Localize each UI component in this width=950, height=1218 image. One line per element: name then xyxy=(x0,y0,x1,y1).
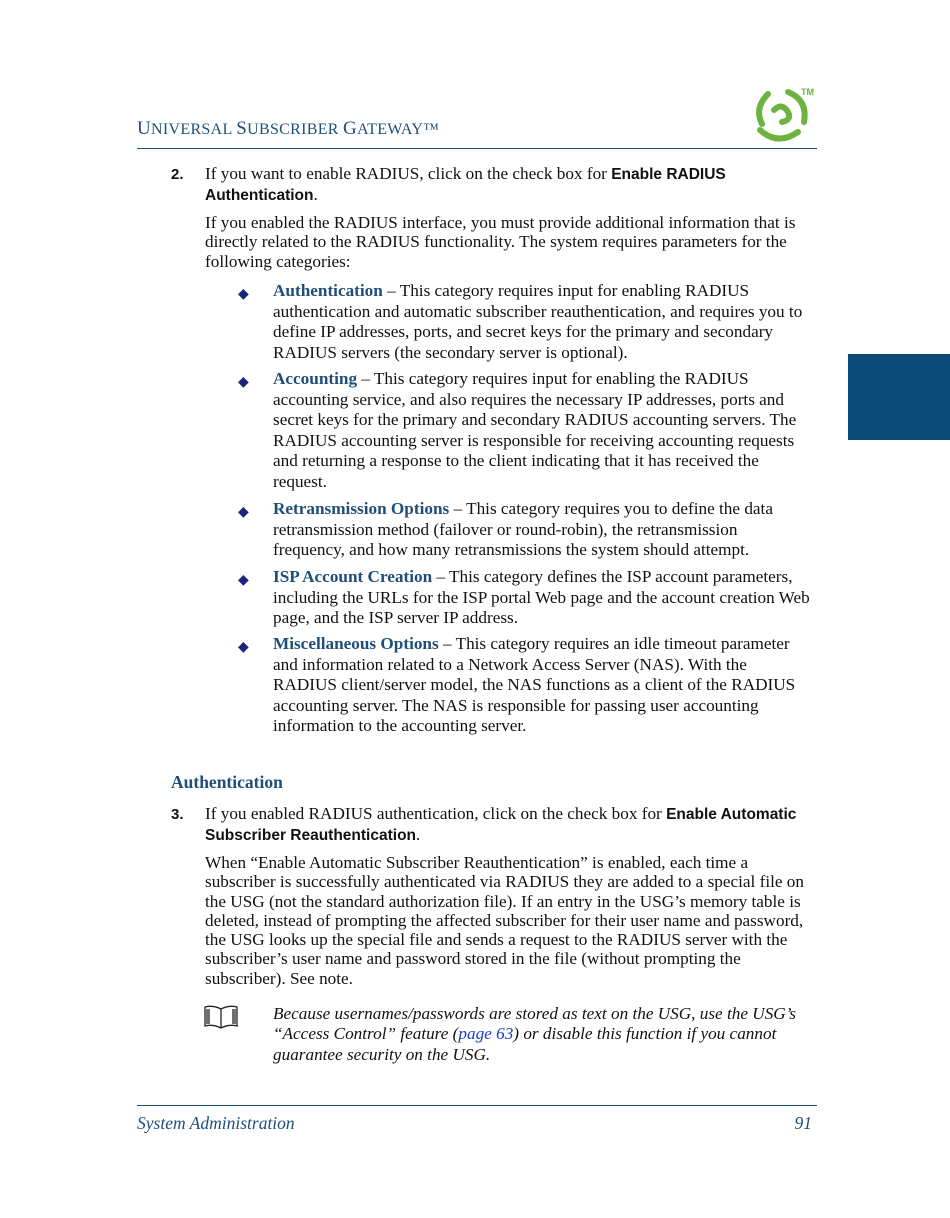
list-item: ISP Account Creation – This category defines the ISP account parameters, including the URLs for the ISP portal Web page and the account creation Web page, and the ISP server IP address. xyxy=(273,567,810,628)
document-title: UNIVERSAL SUBSCRIBER GATEWAY™ xyxy=(137,118,440,139)
svg-text:TM: TM xyxy=(801,87,814,97)
book-note-icon xyxy=(203,1004,239,1030)
step-number: 3. xyxy=(171,806,184,823)
step-instruction: If you enabled RADIUS authentication, click on the check box for Enable Automatic Subscriber Reauthentication. xyxy=(205,804,797,844)
list-item: Accounting – This category requires input for enabling the RADIUS accounting service, and also requires the necessary IP addresses, ports and secret keys for the primary and secondary RADIUS accounting servers. The RADIUS accounting server is responsible for receiving accounting requests and returning a response to the client indicating that it has received the request. xyxy=(273,369,797,491)
ui-option-label: Enable RADIUS Authentication xyxy=(205,166,726,204)
step-paragraph: When “Enable Automatic Subscriber Reauthentication” is enabled, each time a subscriber is successfully authenticated via RADIUS they are added to a special file on the USG (not the standard authorization file). If an entry in the USG’s memory table is deleted, instead of prompting the affected subscriber for their user name and password, the USG looks up the special file and sends a request to the RADIUS server with the subscriber’s user name and password stored in the file (without prompting the subscriber). See note. xyxy=(205,853,804,988)
header-rule xyxy=(137,148,817,149)
footer-rule xyxy=(137,1105,817,1106)
chapter-side-tab xyxy=(848,354,950,440)
note-text: Because usernames/passwords are stored as text on the USG, use the USG’s “Access Control” feature (page 63) or disable this function if you cannot guarantee security on the USG. xyxy=(273,1004,796,1064)
page-number: 91 xyxy=(794,1113,812,1133)
step-instruction: If you want to enable RADIUS, click on the check box for Enable RADIUS Authentication. xyxy=(205,164,726,204)
list-item: Retransmission Options – This category requires you to define the data retransmission method (failover or round-robin), the retransmission frequency, and how many retransmissions the system should attempt. xyxy=(273,499,773,560)
step-number: 2. xyxy=(171,166,184,183)
list-item: Miscellaneous Options – This category requires an idle timeout parameter and information related to a Network Access Server (NAS). With the RADIUS client/server model, the NAS functions as a client of the RADIUS accounting server. The NAS is responsible for passing user accounting information to the accounting server. xyxy=(273,634,796,736)
footer-section-name: System Administration xyxy=(137,1113,295,1133)
diamond-bullet-icon: ◆ xyxy=(238,286,249,302)
list-item: Authentication – This category requires input for enabling RADIUS authentication and automatic subscriber reauthentication, and requires you to define IP addresses, ports, and secret keys for the primary and secondary RADIUS servers (the secondary server is optional). xyxy=(273,281,803,362)
page-reference-link[interactable]: page 63 xyxy=(458,1024,514,1044)
company-logo-icon xyxy=(748,84,816,146)
section-heading: Authentication xyxy=(171,772,283,792)
diamond-bullet-icon: ◆ xyxy=(238,639,249,655)
diamond-bullet-icon: ◆ xyxy=(238,374,249,390)
diamond-bullet-icon: ◆ xyxy=(238,572,249,588)
ui-option-label: Enable Automatic Subscriber Reauthentication xyxy=(205,806,797,844)
diamond-bullet-icon: ◆ xyxy=(238,504,249,520)
step-paragraph: If you enabled the RADIUS interface, you must provide additional information that is directly related to the RADIUS functionality. The system requires parameters for the following categories: xyxy=(205,213,796,271)
